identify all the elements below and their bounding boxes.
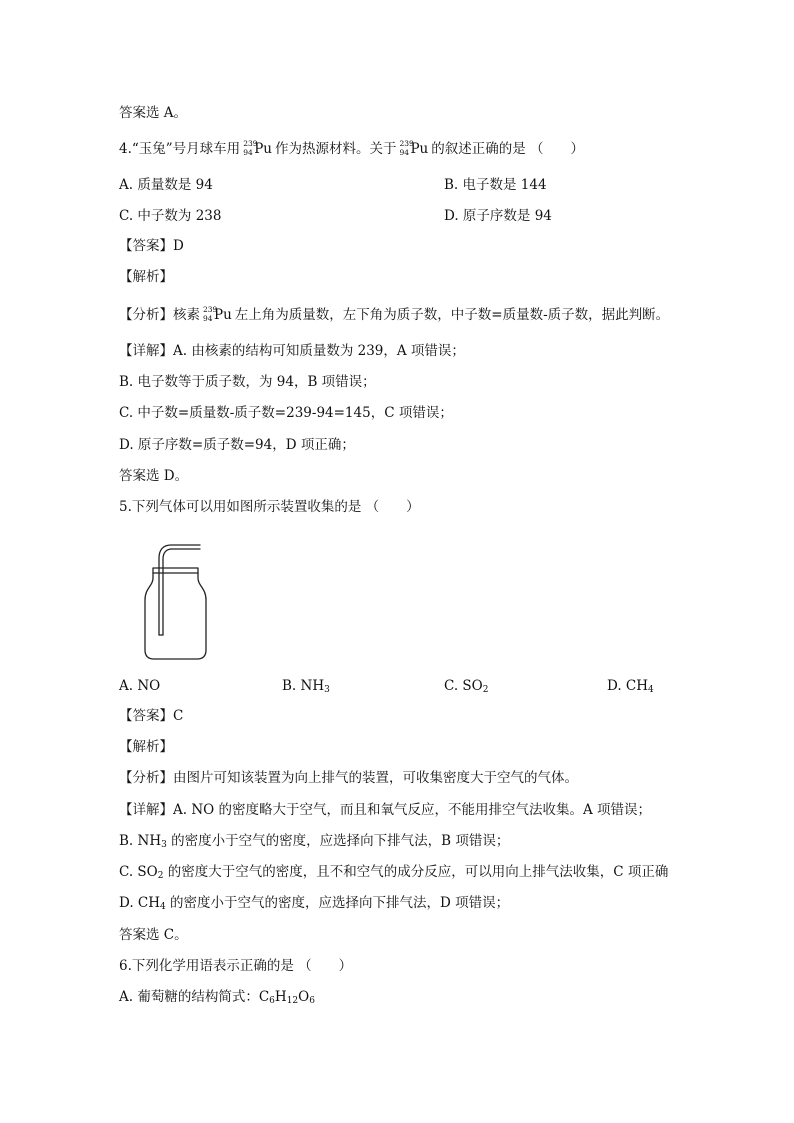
q4-detail-1: 【详解】A. 由核素的结构可知质量数为 239，A 项错误； bbox=[119, 343, 465, 359]
q5-detail-4 bbox=[119, 894, 509, 912]
nuclide-mass-number: 239 bbox=[243, 139, 258, 148]
q5-detail-3-text: 的密度大于空气的密度，且不和空气的成分反应，可以用向上排气法收集，C 项正确 bbox=[163, 864, 669, 880]
q6-formula-subscript: 6 bbox=[269, 996, 275, 1006]
nuclide-notation bbox=[203, 305, 218, 324]
q5-option-c-subscript: 2 bbox=[482, 685, 489, 695]
q5-analysis: 【分析】由图片可知该装置为向上排气的装置，可收集密度大于空气的气体。 bbox=[119, 770, 578, 786]
q4-analysis bbox=[119, 306, 669, 324]
q6-formula-subscript: 12 bbox=[286, 996, 299, 1006]
nuclide-symbol: Pu bbox=[410, 141, 429, 157]
question-4-stem bbox=[119, 140, 584, 158]
q5-option-d-text: D. CH bbox=[607, 678, 649, 694]
q4-analysis-part-1: 【分析】核素 bbox=[119, 307, 200, 323]
q5-detail-2-prefix: B. NH bbox=[119, 833, 162, 849]
q4-option-d: D. 原子序数是 94 bbox=[444, 208, 552, 224]
q4-option-c: C. 中子数为 238 bbox=[119, 208, 222, 224]
delivery-tube bbox=[159, 545, 200, 635]
nuclide-notation bbox=[243, 139, 258, 158]
q5-detail-3 bbox=[119, 863, 668, 881]
q5-detail-2 bbox=[119, 832, 509, 850]
q4-conclusion: 答案选 D。 bbox=[119, 468, 189, 484]
question-5-stem: 5.下列气体可以用如图所示装置收集的是 （ ） bbox=[119, 499, 420, 515]
bottle-outline bbox=[145, 568, 206, 659]
question-6-stem: 6.下列化学用语表示正确的是 （ ） bbox=[119, 958, 353, 974]
q4-analysis-part-2: 左上角为质量数，左下角为质子数，中子数=质量数-质子数，据此判断。 bbox=[234, 307, 670, 323]
q5-detail-3-prefix: C. SO bbox=[119, 864, 158, 880]
q5-option-c-text: C. SO bbox=[444, 678, 483, 694]
q5-detail-2-subscript: 3 bbox=[161, 840, 167, 850]
q4-answer: 【答案】D bbox=[119, 238, 184, 254]
nuclide-notation bbox=[399, 139, 414, 158]
q4-detail-2: B. 电子数等于质子数，为 94，B 项错误； bbox=[119, 374, 376, 390]
q5-option-b-text: B. NH bbox=[282, 678, 325, 694]
q5-analysis-heading: 【解析】 bbox=[119, 739, 173, 755]
q5-option-d-subscript: 4 bbox=[648, 685, 654, 695]
q5-detail-4-subscript: 4 bbox=[160, 902, 166, 912]
nuclide-atomic-number: 94 bbox=[203, 314, 213, 323]
q5-option-b-subscript: 3 bbox=[324, 685, 330, 695]
q5-option-b bbox=[282, 677, 330, 695]
q4-detail-4: D. 原子序数=质子数=94，D 项正确； bbox=[119, 437, 355, 453]
nuclide-mass-number: 239 bbox=[203, 305, 218, 314]
q4-stem-part-2: 作为热源材料。关于 bbox=[274, 141, 397, 157]
q6-option-a-text: A. 葡萄糖的结构简式：C bbox=[119, 989, 270, 1005]
nuclide-atomic-number: 94 bbox=[399, 148, 410, 157]
q6-formula-element: O bbox=[298, 989, 310, 1005]
q5-option-d bbox=[607, 677, 654, 695]
gas-collection-bottle-figure bbox=[139, 540, 209, 665]
q4-analysis-heading: 【解析】 bbox=[119, 269, 173, 285]
q5-answer: 【答案】C bbox=[119, 708, 184, 724]
q5-detail-2-text: 的密度小于空气的密度，应选择向下排气法，B 项错误； bbox=[166, 833, 510, 849]
q4-stem-part-1: 4.“玉兔”号月球车用 bbox=[119, 141, 241, 157]
delivery-tube-inner bbox=[163, 549, 200, 635]
q4-option-a: A. 质量数是 94 bbox=[119, 177, 213, 193]
previous-answer-line: 答案选 A。 bbox=[119, 105, 188, 121]
nuclide-mass-number: 239 bbox=[399, 139, 414, 148]
q5-detail-4-prefix: D. CH bbox=[119, 895, 161, 911]
nuclide-atomic-number: 94 bbox=[243, 148, 253, 157]
q5-detail-3-subscript: 2 bbox=[157, 871, 164, 881]
q6-formula-element: H bbox=[274, 989, 287, 1005]
q6-option-a bbox=[119, 988, 315, 1006]
q4-option-b: B. 电子数是 144 bbox=[444, 177, 547, 193]
q5-detail-4-text: 的密度小于空气的密度，应选择向下排气法，D 项错误； bbox=[165, 895, 510, 911]
q5-option-c bbox=[444, 677, 488, 695]
q4-stem-part-3: 的叙述正确的是 （ ） bbox=[431, 141, 585, 157]
q6-formula-subscript: 6 bbox=[309, 996, 315, 1006]
q5-conclusion: 答案选 C。 bbox=[119, 927, 188, 943]
q4-detail-3: C. 中子数=质量数-质子数=239-94=145，C 项错误； bbox=[119, 405, 453, 421]
q5-option-a: A. NO bbox=[119, 678, 161, 694]
nuclide-symbol: Pu bbox=[254, 141, 272, 157]
nuclide-symbol: Pu bbox=[214, 307, 232, 323]
q5-detail-1: 【详解】A. NO 的密度略大于空气，而且和氧气反应，不能用排空气法收集。A 项错误； bbox=[119, 802, 652, 818]
